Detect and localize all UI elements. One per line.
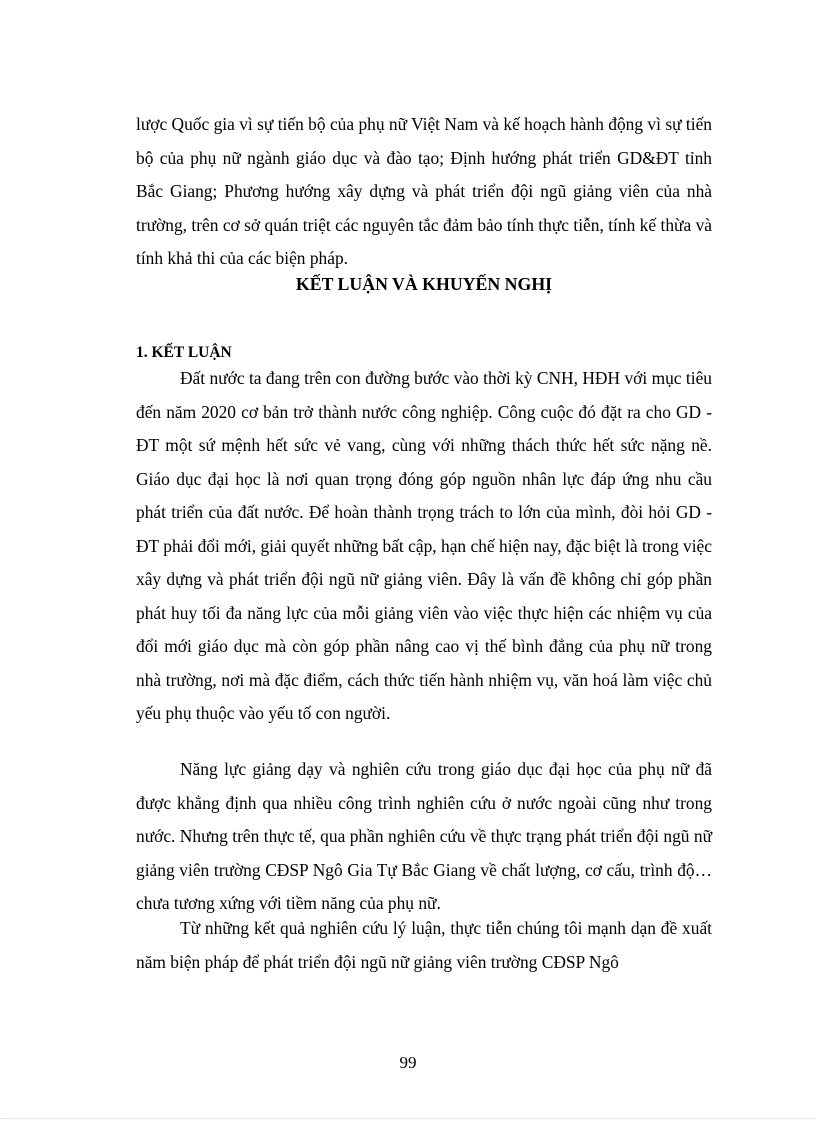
page-bottom-divider — [0, 1118, 816, 1119]
intro-paragraph: lược Quốc gia vì sự tiến bộ của phụ nữ Việt Nam và kế hoạch hành động vì sự tiến bộ của phụ nữ ngành giáo dục và đào tạo; Định hướng phát triển GD&ĐT tỉnh Bắc Giang; Phương hướng xây dựng và phát triển đội ngũ giảng viên của nhà trường, trên cơ sở quán triệt các nguyên tắc đảm bảo tính thực tiễn, tính kế thừa và tính khả thi của các biện pháp. — [136, 114, 712, 268]
page-number: 99 — [399, 1053, 417, 1072]
body-paragraph-2: Năng lực giảng dạy và nghiên cứu trong giáo dục đại học của phụ nữ đã được khẳng định qua nhiều công trình nghiên cứu ở nước ngoài cũng như trong nước. Nhưng trên thực tế, qua phần nghiên cứu về thực trạng phát triển đội ngũ nữ giảng viên trường CĐSP Ngô Gia Tự Bắc Giang về chất lượng, cơ cấu, trình độ… chưa tương xứng với tiềm năng của phụ nữ. — [136, 759, 712, 913]
section-heading: 1. KẾT LUẬN — [136, 344, 232, 361]
body-paragraph-1: Đất nước ta đang trên con đường bước vào thời kỳ CNH, HĐH với mục tiêu đến năm 2020 cơ bản trở thành nước công nghiệp. Công cuộc đó đặt ra cho GD - ĐT một sứ mệnh hết sức vẻ vang, cùng với những thách thức hết sức nặng nề. Giáo dục đại học là nơi quan trọng đóng góp nguồn nhân lực đáp ứng nhu cầu phát triển của đất nước. Để hoàn thành trọng trách to lớn của mình, đòi hỏi GD - ĐT phải đổi mới, giải quyết những bất cập, hạn chế hiện nay, đặc biệt là trong việc xây dựng và phát triển đội ngũ nữ giảng viên. Đây là vấn đề không chỉ góp phần phát huy tối đa năng lực của mỗi giảng viên vào việc thực hiện các nhiệm vụ của đổi mới giáo dục mà còn góp phần nâng cao vị thế bình đẳng của phụ nữ trong nhà trường, nơi mà đặc điểm, cách thức tiến hành nhiệm vụ, văn hoá làm việc chủ yếu phụ thuộc vào yếu tố con người. — [136, 368, 712, 723]
body-paragraph-3: Từ những kết quả nghiên cứu lý luận, thực tiễn chúng tôi mạnh dạn đề xuất năm biện pháp để phát triển đội ngũ nữ giảng viên trường CĐSP Ngô — [136, 918, 712, 972]
page-title: KẾT LUẬN VÀ KHUYẾN NGHỊ — [295, 274, 553, 294]
